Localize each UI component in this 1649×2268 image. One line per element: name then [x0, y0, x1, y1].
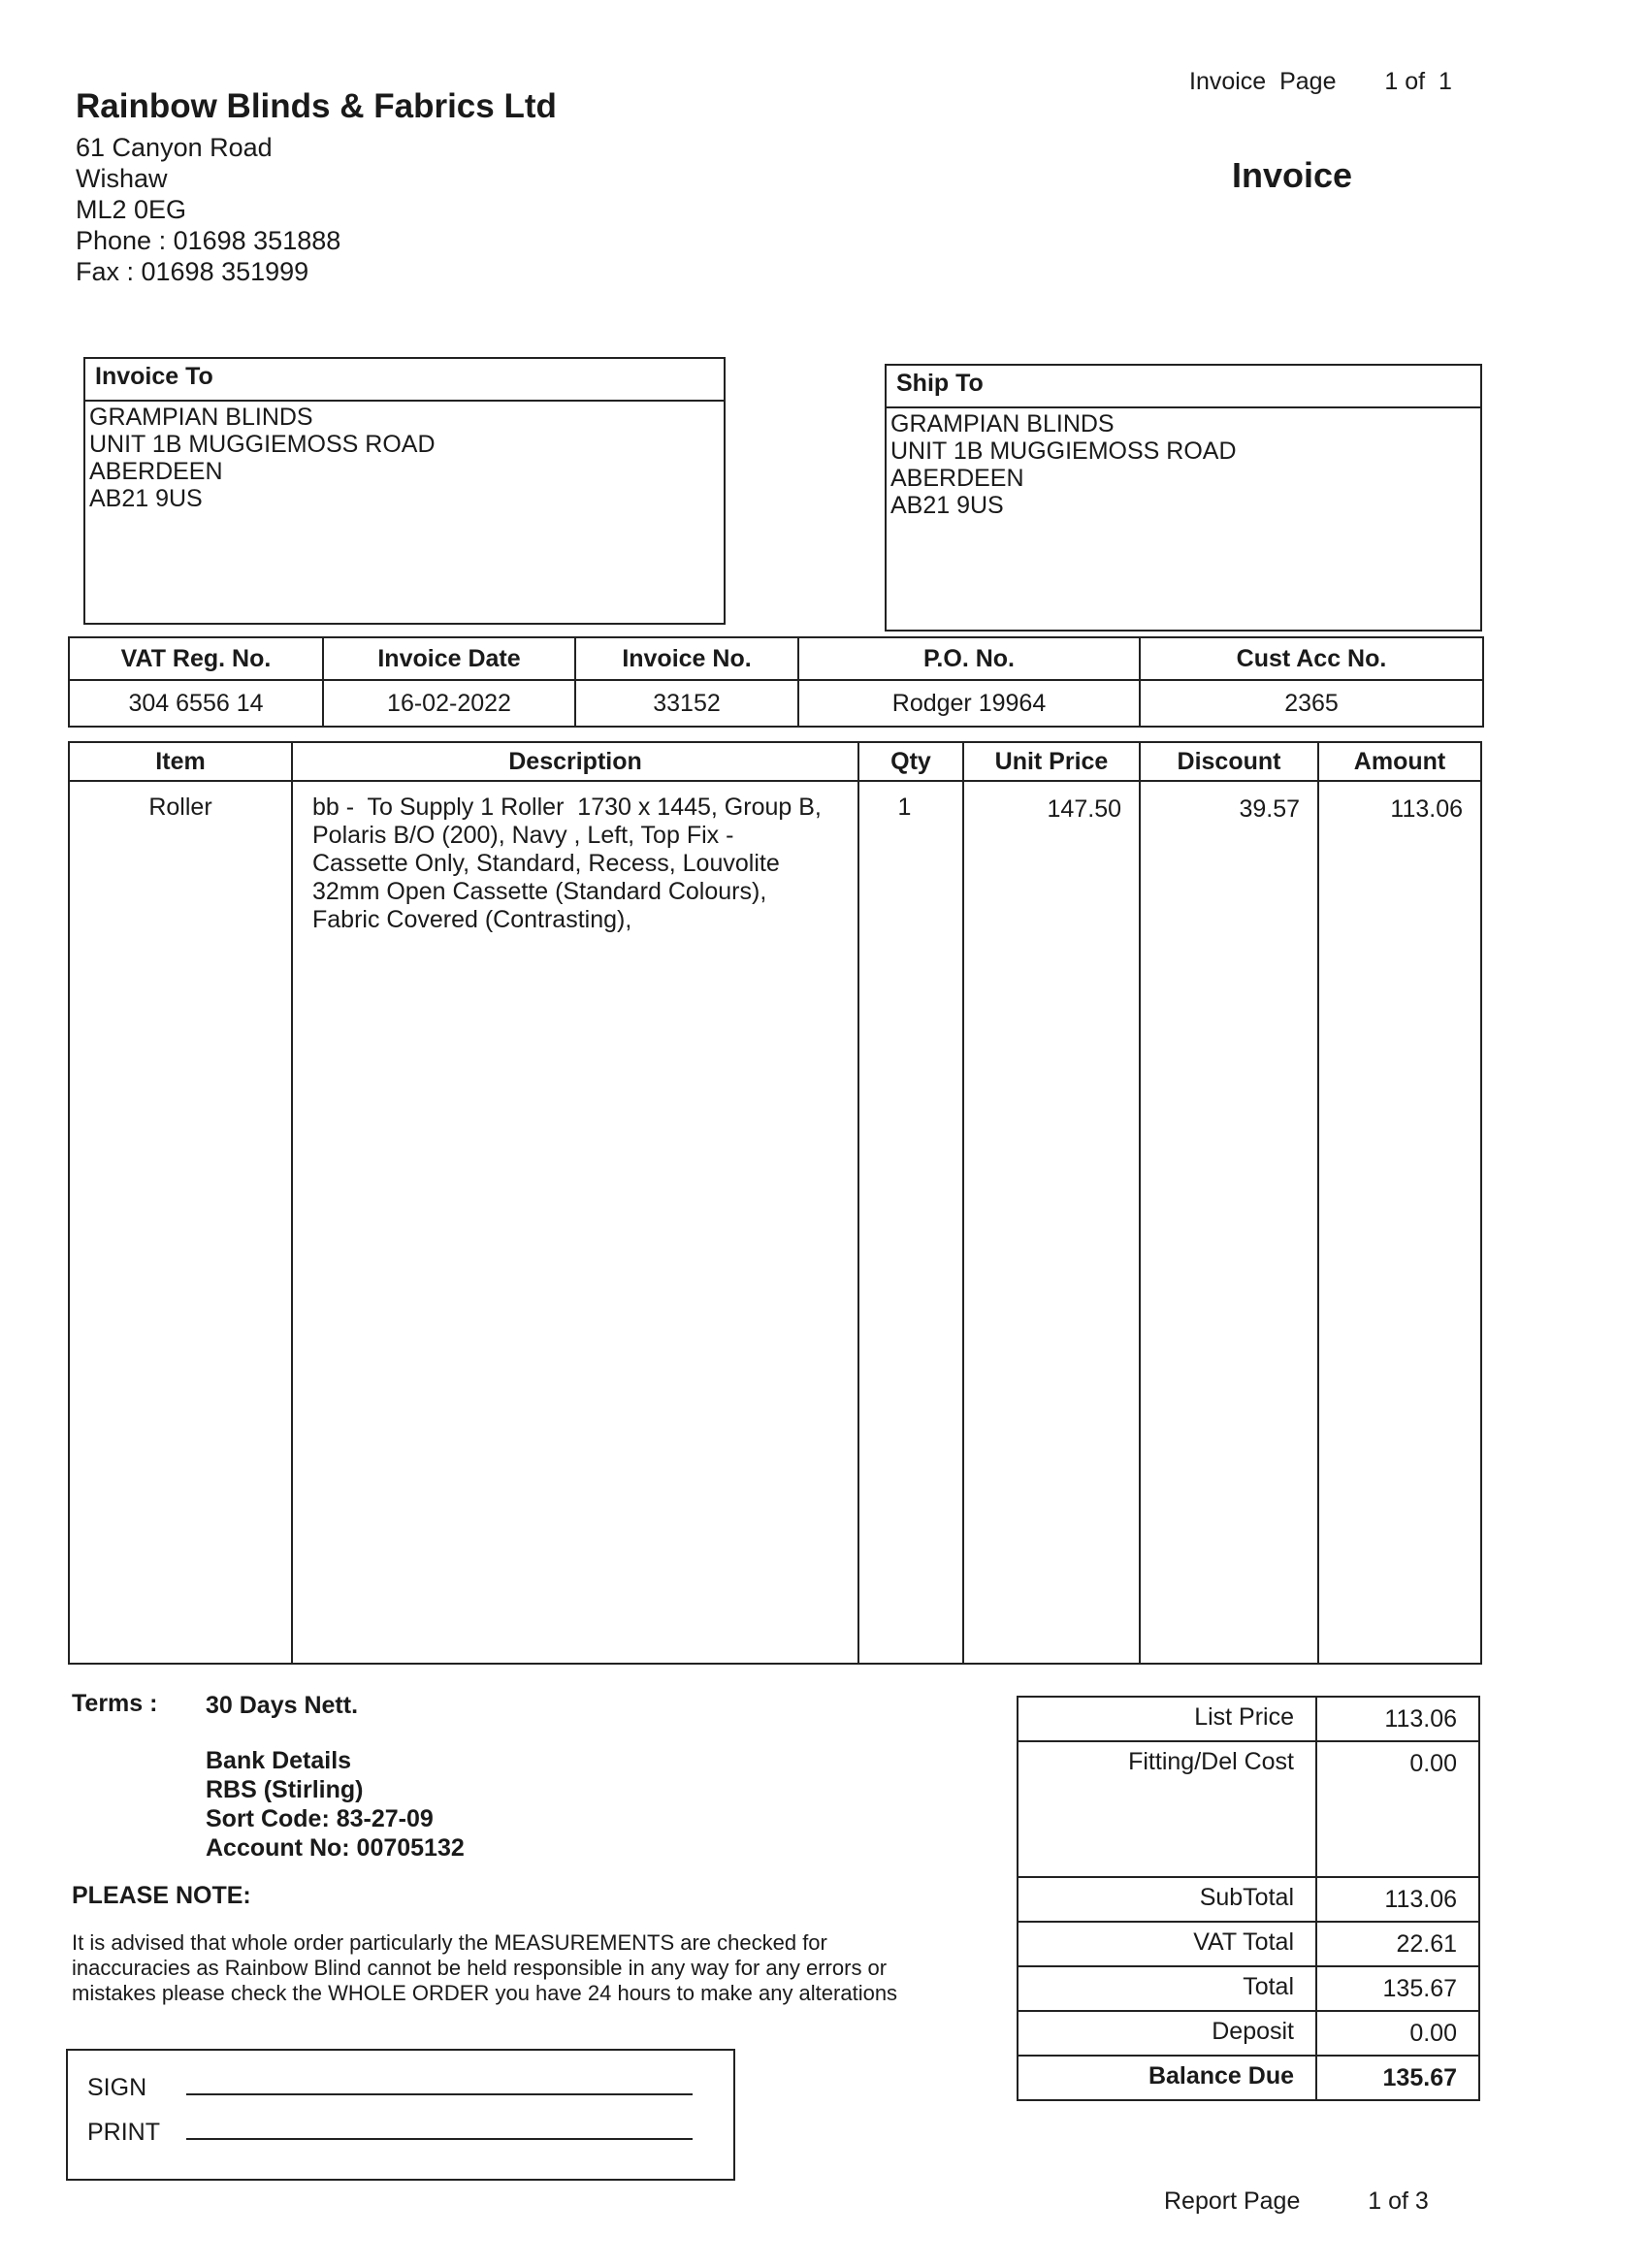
note-line: mistakes please check the WHOLE ORDER you have 24 hours to make any alterations [72, 1981, 898, 2005]
amount-cell: 113.06 [1318, 781, 1481, 1664]
balance-label: Balance Due [1018, 2056, 1316, 2100]
po-no-value: Rodger 19964 [798, 680, 1140, 727]
col-cust-acc: Cust Acc No. [1140, 637, 1483, 680]
col-invoice-date: Invoice Date [323, 637, 575, 680]
description-line: bb - To Supply 1 Roller 1730 x 1445, Group B, [312, 794, 822, 821]
deposit-row [1018, 2011, 1479, 2056]
ship-to-line: GRAMPIAN BLINDS [890, 410, 1115, 437]
bank-details [206, 1746, 465, 1863]
col-item: Item [69, 742, 292, 781]
table-row [69, 781, 1481, 1664]
col-unit-price: Unit Price [963, 742, 1140, 781]
bank-details-heading: Bank Details [206, 1747, 352, 1774]
print-line[interactable] [186, 2138, 693, 2140]
description-line: Cassette Only, Standard, Recess, Louvolite [312, 850, 780, 877]
report-page-value: 1 of 3 [1368, 2187, 1429, 2215]
company-fax: Fax : 01698 351999 [76, 257, 309, 286]
header-row [69, 637, 1483, 680]
invoice-to-address [89, 404, 436, 512]
description-line: Fabric Covered (Contrasting), [312, 906, 632, 933]
account-number: Account No: 00705132 [206, 1834, 465, 1862]
col-invoice-no: Invoice No. [575, 637, 798, 680]
invoice-to-line: ABERDEEN [89, 458, 223, 485]
invoice-to-line: UNIT 1B MUGGIEMOSS ROAD [89, 431, 436, 458]
subtotal-value: 113.06 [1316, 1877, 1479, 1922]
list-price-label: List Price [1018, 1697, 1316, 1741]
invoice-no-value: 33152 [575, 680, 798, 727]
invoice-page-label: Invoice Page [1189, 68, 1337, 95]
vat-label: VAT Total [1018, 1922, 1316, 1966]
items-header-row [69, 742, 1481, 781]
invoice-to-heading: Invoice To [85, 359, 724, 402]
unit-price-cell: 147.50 [963, 781, 1140, 1664]
values-row [69, 680, 1483, 727]
vat-row [1018, 1922, 1479, 1966]
note-text [72, 1930, 974, 2006]
ship-to-line: UNIT 1B MUGGIEMOSS ROAD [890, 437, 1237, 465]
invoice-to-box [83, 357, 726, 625]
invoice-date-value: 16-02-2022 [323, 680, 575, 727]
company-address [76, 132, 340, 287]
address-line-3: ML2 0EG [76, 195, 187, 224]
col-qty: Qty [858, 742, 963, 781]
fitting-label: Fitting/Del Cost [1018, 1741, 1316, 1877]
fitting-value: 0.00 [1316, 1741, 1479, 1877]
note-line: inaccuracies as Rainbow Blind cannot be held responsible in any way for any errors or [72, 1956, 888, 1980]
col-po-no: P.O. No. [798, 637, 1140, 680]
address-line-1: 61 Canyon Road [76, 133, 273, 162]
company-phone: Phone : 01698 351888 [76, 226, 341, 255]
invoice-page-value: 1 of 1 [1384, 68, 1452, 95]
ship-to-heading: Ship To [887, 366, 1480, 408]
total-label: Total [1018, 1966, 1316, 2011]
invoice-title: Invoice [1232, 155, 1353, 195]
deposit-label: Deposit [1018, 2011, 1316, 2056]
bank-name: RBS (Stirling) [206, 1776, 364, 1803]
cust-acc-value: 2365 [1140, 680, 1483, 727]
col-amount: Amount [1318, 742, 1481, 781]
col-discount: Discount [1140, 742, 1318, 781]
discount-cell: 39.57 [1140, 781, 1318, 1664]
qty-cell: 1 [858, 781, 963, 1664]
vat-value: 22.61 [1316, 1922, 1479, 1966]
print-label: PRINT [87, 2119, 160, 2146]
sign-box [66, 2049, 735, 2181]
subtotal-row [1018, 1877, 1479, 1922]
note-line: It is advised that whole order particularly the MEASUREMENTS are checked for [72, 1930, 827, 1955]
invoice-to-line: AB21 9US [89, 485, 203, 512]
list-price-row [1018, 1697, 1479, 1741]
ship-to-line: ABERDEEN [890, 465, 1024, 492]
address-line-2: Wishaw [76, 164, 168, 193]
sign-label: SIGN [87, 2074, 147, 2101]
sign-line[interactable] [186, 2093, 693, 2095]
company-name: Rainbow Blinds & Fabrics Ltd [76, 87, 557, 125]
invoice-header-table [68, 636, 1484, 728]
description-line: 32mm Open Cassette (Standard Colours), [312, 878, 767, 905]
terms-label: Terms : [72, 1690, 158, 1717]
subtotal-label: SubTotal [1018, 1877, 1316, 1922]
terms-value: 30 Days Nett. [206, 1692, 359, 1719]
deposit-value: 0.00 [1316, 2011, 1479, 2056]
list-price-value: 113.06 [1316, 1697, 1479, 1741]
invoice-to-line: GRAMPIAN BLINDS [89, 404, 313, 431]
invoice-page-info [1189, 68, 1452, 96]
vat-reg-value: 304 6556 14 [69, 680, 323, 727]
ship-to-line: AB21 9US [890, 492, 1004, 519]
col-vat-reg: VAT Reg. No. [69, 637, 323, 680]
col-description: Description [292, 742, 858, 781]
report-page-label: Report Page [1164, 2187, 1301, 2215]
note-title: PLEASE NOTE: [72, 1882, 251, 1909]
balance-row [1018, 2056, 1479, 2100]
ship-to-address [890, 410, 1237, 519]
totals-table [1017, 1696, 1480, 2101]
total-row [1018, 1966, 1479, 2011]
total-value: 135.67 [1316, 1966, 1479, 2011]
balance-value: 135.67 [1316, 2056, 1479, 2100]
description-line: Polaris B/O (200), Navy , Left, Top Fix - [312, 822, 734, 849]
description-cell [292, 781, 858, 1664]
item-cell: Roller [69, 781, 292, 1664]
items-table [68, 741, 1482, 1665]
report-page-info [1164, 2187, 1429, 2216]
ship-to-box [885, 364, 1482, 632]
sort-code: Sort Code: 83-27-09 [206, 1805, 434, 1832]
fitting-row [1018, 1741, 1479, 1877]
